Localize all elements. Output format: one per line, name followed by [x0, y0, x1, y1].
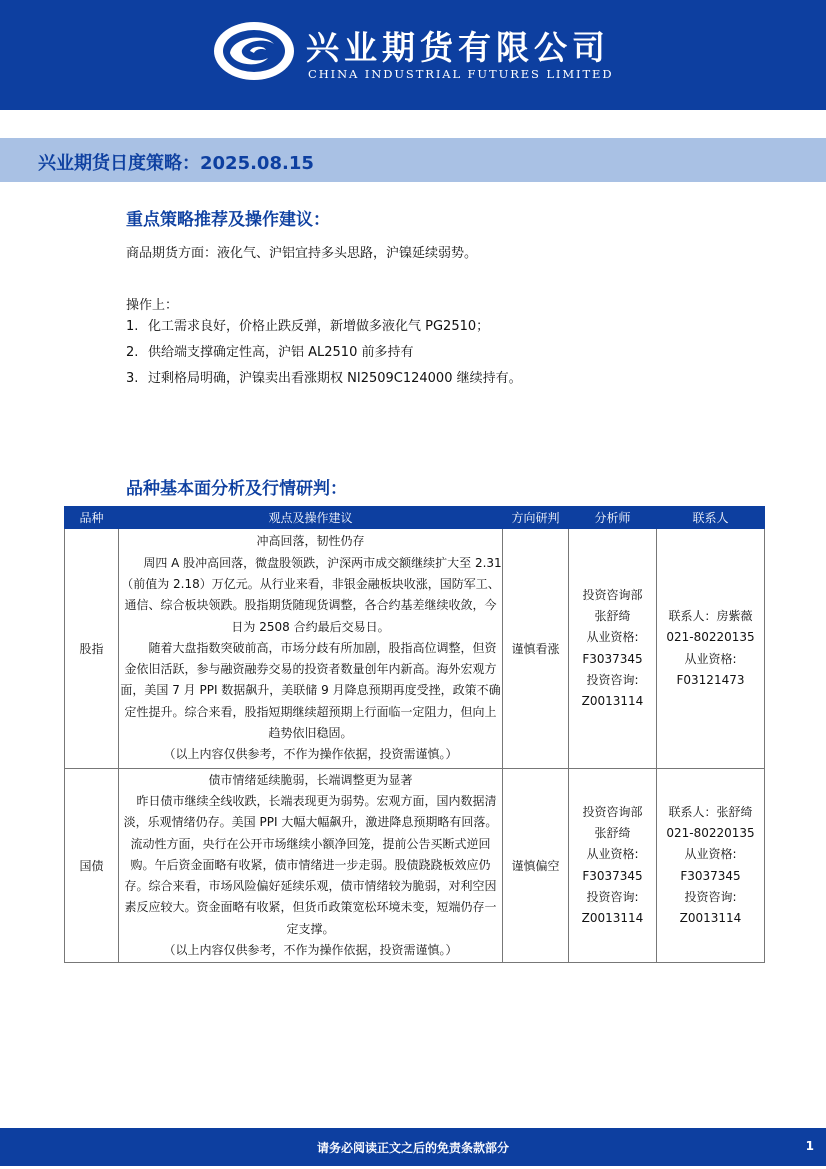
commodity-summary: 商品期货方面：液化气、沪铝宜持多头思路，沪镍延续弱势。 — [126, 246, 478, 261]
contact-cell: 联系人：张舒绮 021-80220135 从业资格: F3037345 投资咨询: Z0013114 — [657, 769, 765, 963]
view-title: 债市情绪延续脆弱，长端调整更为显著 — [208, 772, 413, 787]
page-footer — [0, 1128, 826, 1166]
variety-cell: 股指 — [65, 529, 119, 769]
table-header-row — [65, 507, 765, 529]
analysis-table — [64, 506, 765, 963]
table-row — [65, 769, 765, 963]
view-title: 冲高回落，韧性仍存 — [256, 534, 365, 549]
contact-cell: 联系人：房紫薇 021-80220135 从业资格: F03121473 — [657, 529, 765, 769]
title-band — [0, 138, 826, 182]
operations-heading: 操作上： — [126, 298, 179, 313]
analyst-cell: 投资咨询部 张舒绮 从业资格: F3037345 投资咨询: Z0013114 — [569, 529, 657, 769]
list-item: 3. 过剩格局明确，沪镍卖出看涨期权 NI2509C124000 继续持有。 — [126, 371, 522, 386]
section-heading-analysis: 品种基本面分析及行情研判： — [126, 479, 347, 499]
page-title: 兴业期货日度策略：2025.08.15 — [38, 153, 314, 174]
page-number: 1 — [805, 1139, 814, 1153]
col-header-analyst: 分析师 — [569, 507, 657, 529]
footer-disclaimer: 请务必阅读正文之后的免责条款部分 — [316, 1141, 509, 1155]
section-heading-strategy: 重点策略推荐及操作建议： — [126, 210, 330, 230]
direction-cell: 谨慎看涨 — [503, 529, 569, 769]
view-disclaimer: （以上内容仅供参考，不作为操作依据，投资需谨慎。） — [163, 747, 458, 762]
direction-cell: 谨慎偏空 — [503, 769, 569, 963]
col-header-variety: 品种 — [65, 507, 119, 529]
col-header-contact: 联系人 — [657, 507, 765, 529]
view-cell — [119, 769, 503, 963]
analyst-cell: 投资咨询部 张舒绮 从业资格: F3037345 投资咨询: Z0013114 — [569, 769, 657, 963]
view-paragraph: 随着大盘指数突破前高，市场分歧有所加剧，股指高位调整，但资金依旧活跃，参与融资融券交易的投资者数量创年内新高。海外宏观方面，美国 7 月 PPI 数据飙升，美联储 9 月降息预期再度受挫，政策不确定性提升。综合来看，股指短期继续超预期上行面临一定阻力，但向上趋势依旧稳固。 — [120, 640, 501, 741]
operations-list — [126, 318, 522, 396]
table-row — [65, 529, 765, 769]
col-header-direction: 方向研判 — [503, 507, 569, 529]
col-header-view: 观点及操作建议 — [119, 507, 503, 529]
list-item: 2. 供给端支撑确定性高，沪铝 AL2510 前多持有 — [126, 345, 414, 360]
page-header — [0, 0, 826, 110]
company-name-cn: 兴业期货有限公司 — [306, 28, 610, 67]
variety-cell: 国债 — [65, 769, 119, 963]
view-paragraph: 昨日债市继续全线收跌，长端表现更为弱势。宏观方面，国内数据清淡，乐观情绪仍存。美国 PPI 大幅大幅飙升，激进降息预期略有回落。流动性方面，央行在公开市场继续小额净回笼，提前公告买断式逆回购。午后资金面略有收紧，债市情绪进一步走弱。股债跷跷板效应仍存。综合来看，市场风险偏好延续乐观，债市情绪较为脆弱，对利空因素反应较大。资金面略有收紧，但货币政策宽松环境未变，短端仍存一定支撑。 — [123, 793, 498, 936]
view-cell — [119, 529, 503, 769]
swirl-logo-icon — [212, 20, 296, 82]
view-disclaimer: （以上内容仅供参考，不作为操作依据，投资需谨慎。） — [163, 943, 458, 958]
list-item: 1. 化工需求良好，价格止跌反弹，新增做多液化气 PG2510； — [126, 319, 490, 334]
view-paragraph: 周四 A 股冲高回落，微盘股领跌，沪深两市成交额继续扩大至 2.31（前值为 2.18）万亿元。从行业来看，非银金融板块收涨，国防军工、通信、综合板块领跌。股指期货随现货调整，各合约基差继续收敛，今日为 2508 合约最后交易日。 — [121, 555, 502, 634]
company-name-en: CHINA INDUSTRIAL FUTURES LIMITED — [308, 67, 614, 81]
